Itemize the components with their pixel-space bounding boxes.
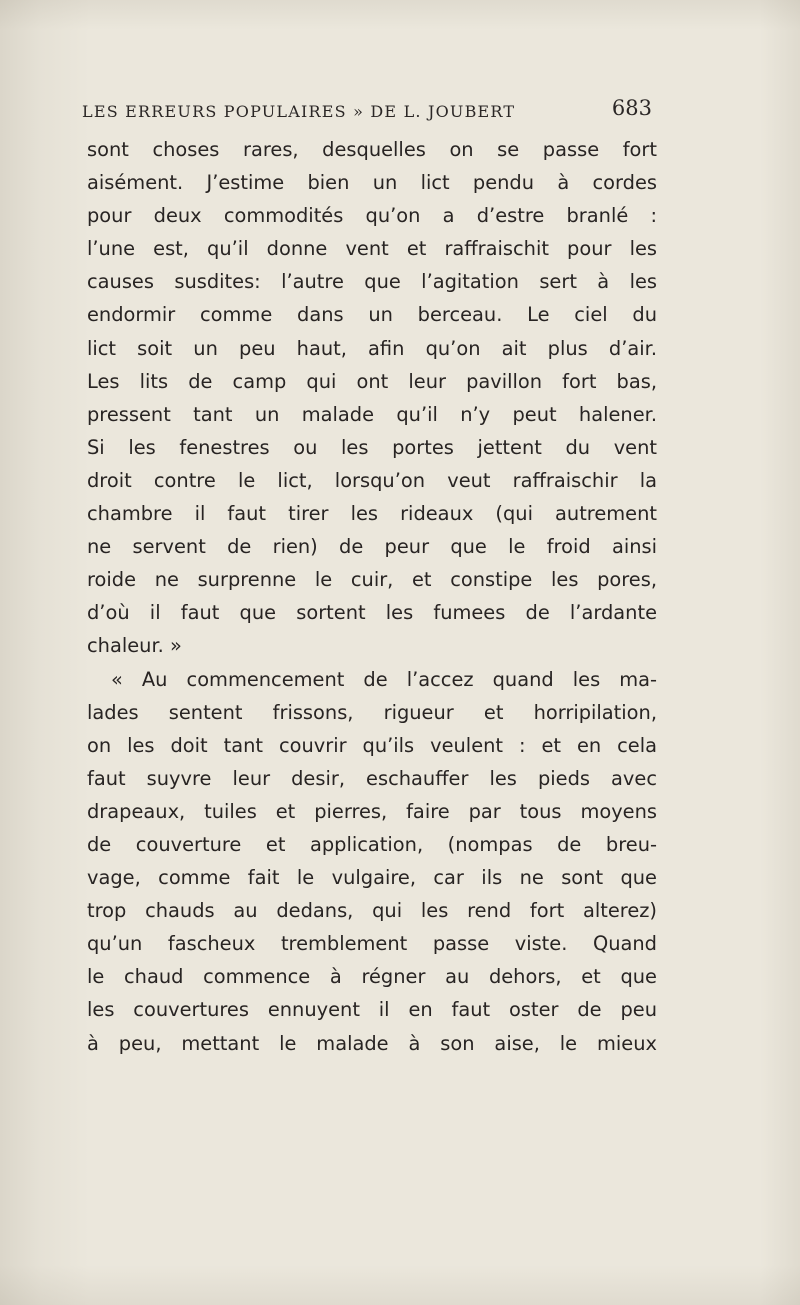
text-line: trop chauds au dedans, qui les rend fort alterez) <box>87 899 657 923</box>
text-line: chaleur. » <box>87 634 182 658</box>
text-line: l’une est, qu’il donne vent et raffraischit pour les <box>87 237 657 261</box>
text-line: chambre il faut tirer les rideaux (qui autrement <box>87 502 657 526</box>
text-line: lict soit un peu haut, afin qu’on ait plus d’air. <box>87 336 657 360</box>
text-line: Si les fenestres ou les portes jettent du vent <box>87 435 657 459</box>
text-line: faut suyvre leur desir, eschauffer les pieds avec <box>87 766 657 790</box>
text-line: sont choses rares, desquelles on se passe fort <box>87 138 657 161</box>
text-line: endormir comme dans un berceau. Le ciel du <box>87 303 657 327</box>
body-text <box>87 133 657 1060</box>
text-line: causes susdites: l’autre que l’agitation sert à les <box>87 270 657 294</box>
running-head: LES ERREURS POPULAIRES » DE L. JOUBERT <box>82 102 516 121</box>
text-line: Les lits de camp qui ont leur pavillon fort bas, <box>87 369 657 393</box>
text-line: le chaud commence à régner au dehors, et que <box>87 965 657 989</box>
text-line: qu’un fascheux tremblement passe viste. Quand <box>87 932 657 956</box>
text-line: « Au commencement de l’accez quand les ma- <box>111 667 657 691</box>
text-line: aisément. J’estime bien un lict pendu à cordes <box>87 171 657 195</box>
text-line: on les doit tant couvrir qu’ils veulent : et en cela <box>87 733 657 757</box>
text-line: ne servent de rien) de peur que le froid ainsi <box>87 535 657 559</box>
text-line: d’où il faut que sortent les fumees de l’ardante <box>87 601 657 625</box>
text-line: drapeaux, tuiles et pierres, faire par tous moyens <box>87 799 657 823</box>
text-line: roide ne surprenne le cuir, et constipe les pores, <box>87 568 657 592</box>
text-line: à peu, mettant le malade à son aise, le mieux <box>87 1031 657 1055</box>
text-line: pressent tant un malade qu’il n’y peut halener. <box>87 402 657 426</box>
text-line: lades sentent frissons, rigueur et horripilation, <box>87 700 657 724</box>
text-line: de couverture et application, (nompas de breu- <box>87 832 657 856</box>
page-header <box>82 93 652 127</box>
text-line: vage, comme fait le vulgaire, car ils ne sont que <box>87 866 657 890</box>
text-line: droit contre le lict, lorsqu’on veut raffraischir la <box>87 468 657 492</box>
page-number: 683 <box>611 96 652 120</box>
text-line: pour deux commodités qu’on a d’estre branlé : <box>87 204 657 228</box>
text-line: les couvertures ennuyent il en faut oster de peu <box>87 998 657 1022</box>
